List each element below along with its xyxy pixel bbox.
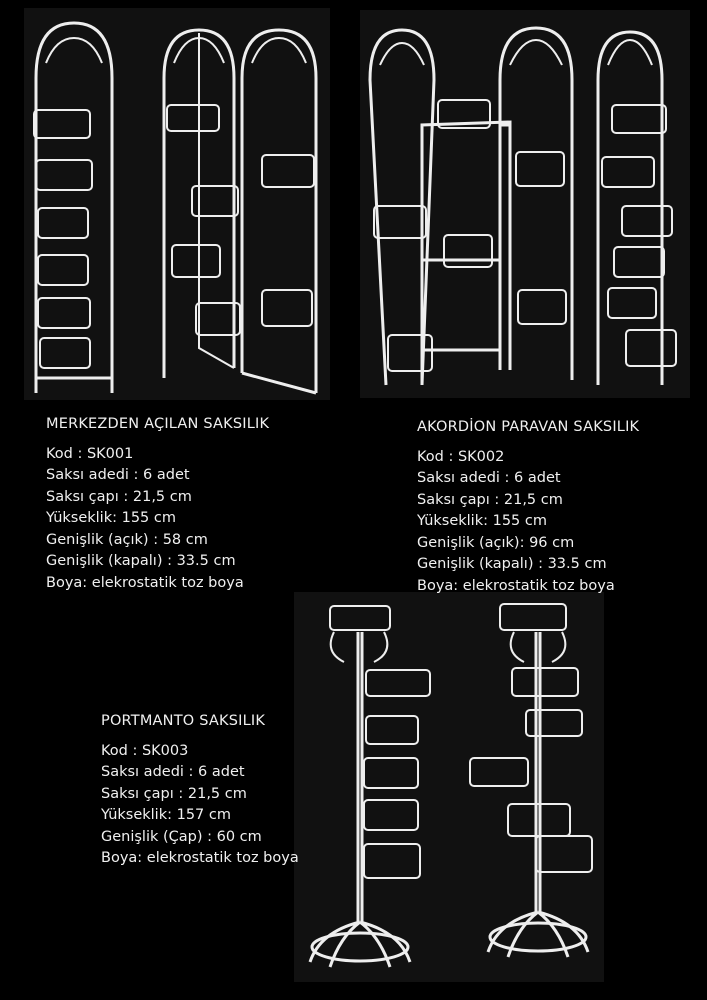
product-info-sk003	[101, 711, 299, 870]
product-code: Kod : SK001	[46, 445, 134, 462]
height: Yükseklik: 157 cm	[101, 807, 231, 823]
product-title: AKORDİON PARAVAN SAKSILIK	[417, 419, 640, 435]
pot-count: Saksı adedi : 6 adet	[101, 764, 245, 780]
product-info-sk002	[417, 417, 639, 597]
product-photo-sk003	[294, 592, 604, 982]
pot-count: Saksı adedi : 6 adet	[46, 467, 190, 483]
width-closed: Genişlik (kapalı) : 33.5 cm	[417, 556, 607, 572]
width-closed: Genişlik (kapalı) : 33.5 cm	[46, 553, 236, 569]
pot-count: Saksı adedi : 6 adet	[417, 470, 561, 486]
planter-illustration-sk003	[294, 592, 604, 982]
paint: Boya: elekrostatik toz boya	[417, 577, 615, 594]
pot-diameter: Saksı çapı : 21,5 cm	[101, 785, 247, 802]
pot-diameter: Saksı çapı : 21,5 cm	[46, 488, 192, 505]
product-code: Kod : SK002	[417, 448, 505, 465]
product-photo-sk001	[24, 8, 330, 400]
product-photo-sk002	[360, 10, 690, 398]
width-diameter: Genişlik (Çap) : 60 cm	[101, 828, 262, 845]
paint: Boya: elekrostatik toz boya	[46, 574, 244, 591]
product-info-sk001	[46, 414, 269, 594]
product-title: PORTMANTO SAKSILIK	[101, 713, 266, 729]
pot-diameter: Saksı çapı : 21,5 cm	[417, 491, 563, 508]
product-code: Kod : SK003	[101, 742, 189, 759]
product-title: MERKEZDEN AÇILAN SAKSILIK	[46, 416, 270, 432]
planter-illustration-sk001	[24, 8, 330, 400]
width-open: Genişlik (açık) : 58 cm	[46, 531, 208, 548]
height: Yükseklik: 155 cm	[46, 510, 176, 526]
width-open: Genişlik (açık): 96 cm	[417, 534, 575, 551]
height: Yükseklik: 155 cm	[417, 513, 547, 529]
paint: Boya: elekrostatik toz boya	[101, 850, 299, 866]
planter-illustration-sk002	[360, 10, 690, 398]
